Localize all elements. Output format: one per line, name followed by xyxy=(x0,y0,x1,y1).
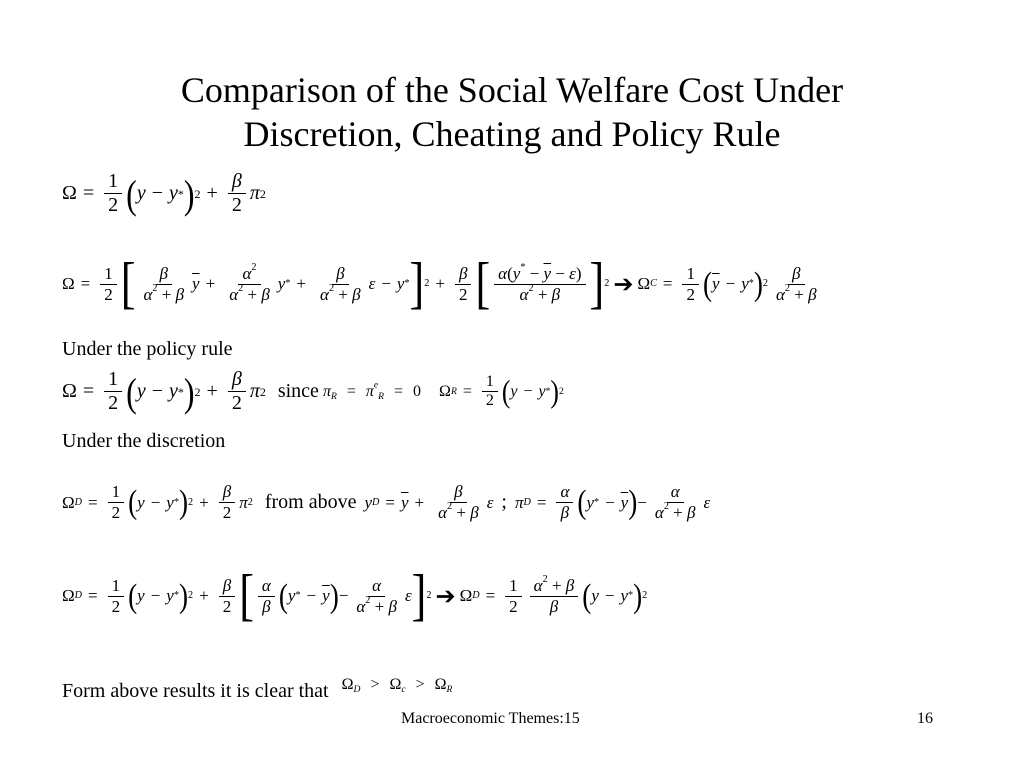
page-number: 16 xyxy=(917,710,933,727)
equation-discretion: Ω D = $\frac{1}{2}$ ( y − y * ) 2 + $\frac{\beta}{2}$ π 2 from above y D = $\overline{y}$ + $\frac{\beta}{\alpha^2 + \beta}$ ε ; π D = $\frac{\alpha}{\beta}$ ( y * − $\overline{y}$ ) − $\frac{\alpha}{\alpha^2 + \beta}$ ε xyxy=(62,482,711,522)
fraction-one-half: $\frac{1}{2}$ xyxy=(104,170,122,217)
equation-discretion-result: Ω D = $\frac{1}{2}$ ( y − y * ) 2 + $\frac{\beta}{2}$ [ $\frac{\alpha}{\beta}$ ( y * − $\overline{y}$ ) − $\frac{\alpha}{\alpha^2 + \beta}$ ε ] 2 ➔ Ω D = $\frac{1}{2}$ $\frac{\alpha^2 + \beta}{\beta}$ ( y − y * ) 2 xyxy=(62,563,648,628)
equation-cheating: Ω = $\frac{1}{2}$ [ $\frac{\beta}{\alpha^2 + \beta}$ $\overline{y}$ + $\frac{\alpha^2}{\alpha^2 + \beta}$ y * + $\frac{\beta}{\alpha^2 + \beta}$ ε − y * ] 2 + $\frac{\beta}{2}$ [ $\frac{\alpha(y^* - \overline{y} - \varepsilon)}{\alpha^2 + \beta}$ ] 2 ➔ Ω C = $\frac{1}{2}$ ( $\overline{y}$ − y * ) 2 $\frac{\beta}{\alpha^2 + \beta}$ xyxy=(62,251,817,316)
label-policy-rule: Under the policy rule xyxy=(62,338,233,360)
title-line-1: Comparison of the Social Welfare Cost Under xyxy=(180,70,844,110)
title-line-2: Discretion, Cheating and Policy Rule xyxy=(243,114,781,154)
conclusion-line: Form above results it is clear that $^{\Omega_D > \Omega_c > \Omega_R}$ xyxy=(62,676,453,702)
equation-policy-rule: Ω = $\frac{1}{2}$ ( y − y * ) 2 + $\frac{\beta}{2}$ π 2 since $\pi_R = \pi^e_R = 0$ Ω R = $\frac{1}{2}$ ( y − y * ) 2 xyxy=(62,368,564,414)
conclusion-text: Form above results it is clear that xyxy=(62,680,329,702)
equation-welfare-loss: Ω = $\frac{1}{2}$ ( y − y * ) 2 + $\frac{\beta}{2}$ π 2 xyxy=(62,170,266,216)
fraction-beta-over-two: $\frac{\beta}{2}$ xyxy=(228,170,246,217)
arrow-icon: ➔ xyxy=(613,271,634,298)
slide-title xyxy=(0,68,1024,156)
footer-title: Macroeconomic Themes:15 xyxy=(401,710,580,727)
label-discretion: Under the discretion xyxy=(62,430,226,452)
equals-sign: = xyxy=(82,182,95,204)
arrow-icon: ➔ xyxy=(435,583,456,610)
omega-symbol: Ω xyxy=(62,182,77,204)
